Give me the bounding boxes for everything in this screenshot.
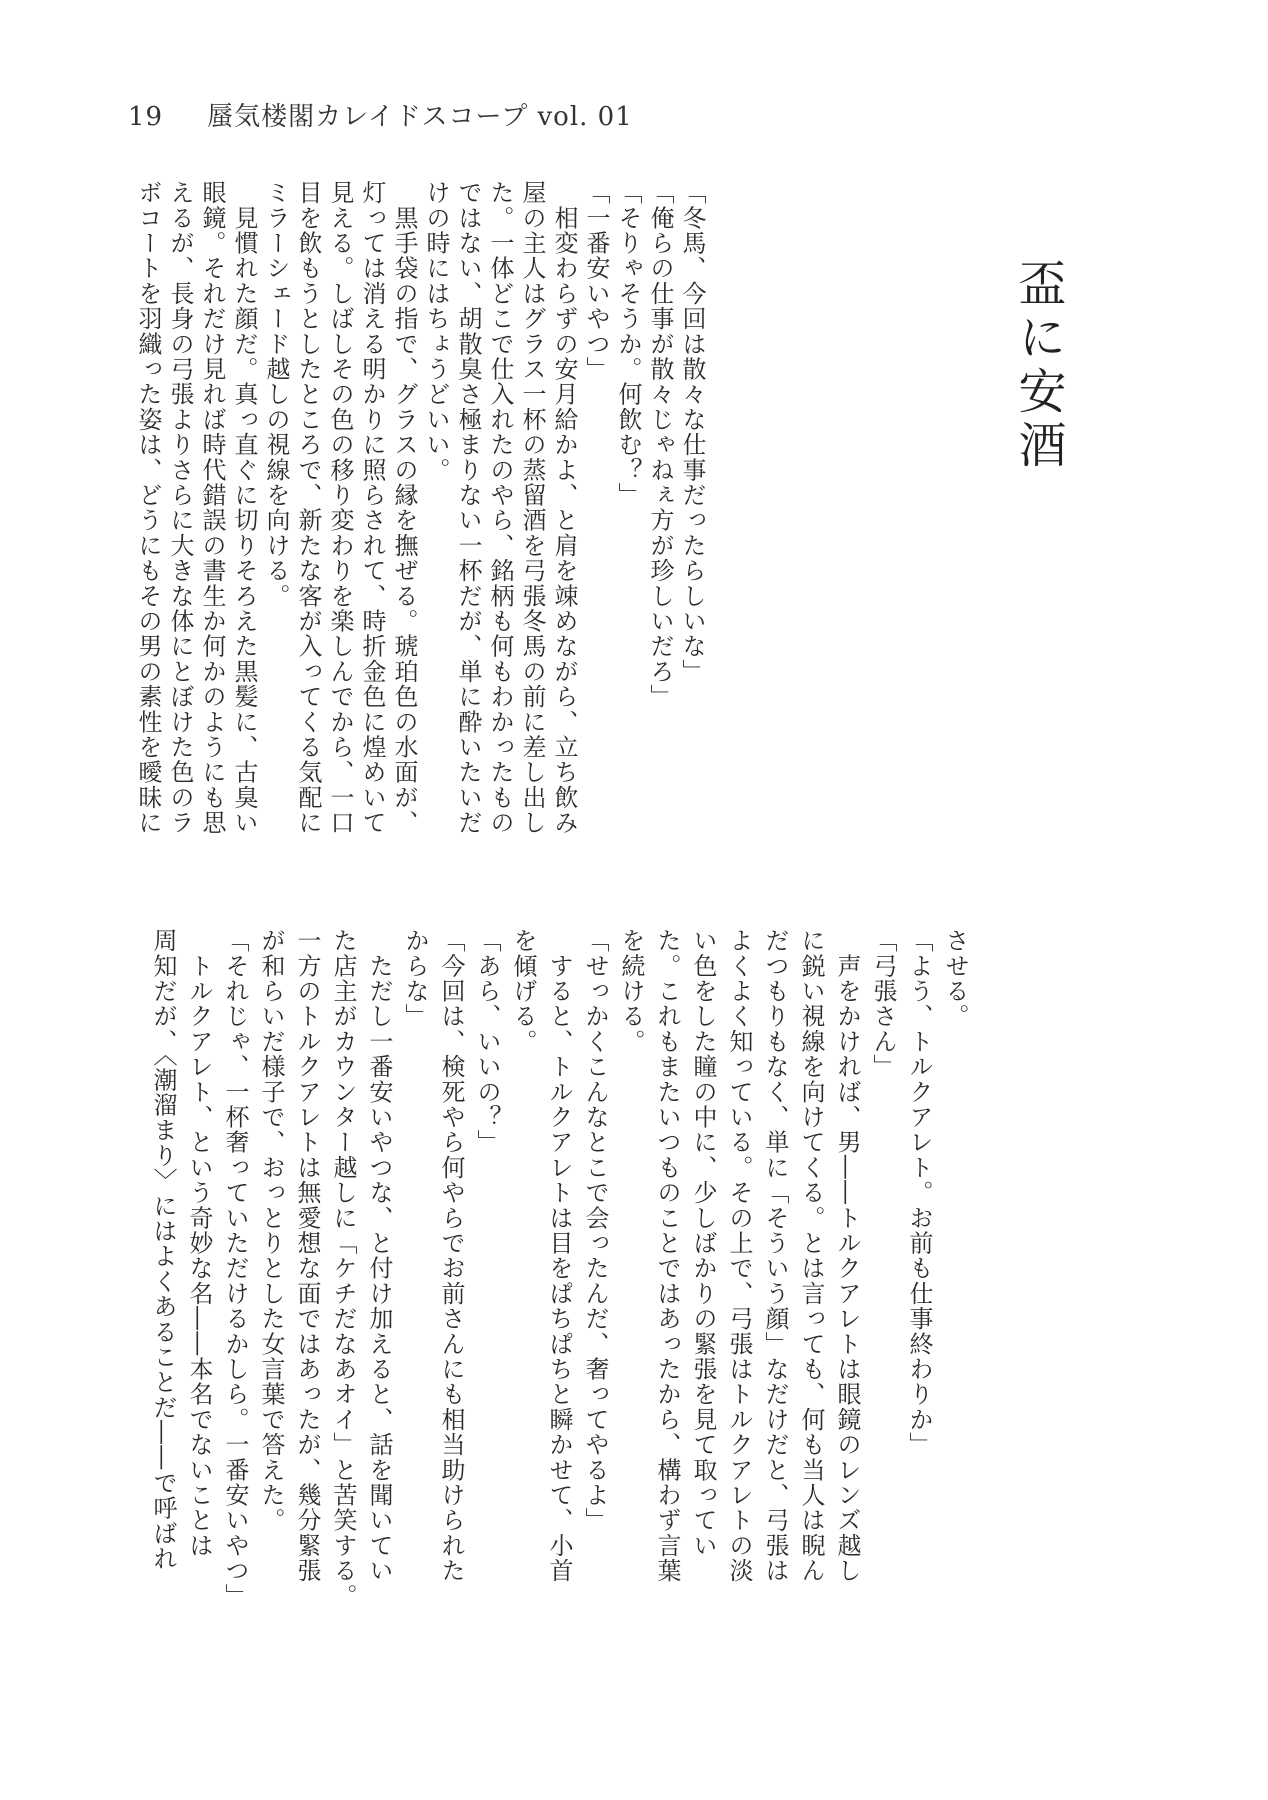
- text-column: 「弓張さん」: [869, 928, 897, 1080]
- text-column: 見慣れた顔だ。真っ直ぐに切りそろえた黒髪に、古臭い: [230, 180, 258, 836]
- text-column: 見える。しばしその色の移り変わりを楽しんでから、一口: [326, 180, 354, 836]
- text-column: を傾げる。: [509, 928, 537, 1054]
- text-column: た。これもまたいつものことではあったから、構わず言葉: [653, 928, 681, 1584]
- text-column: させる。: [941, 928, 969, 1029]
- chapter-title: 盃に安酒: [1010, 258, 1066, 474]
- body-text-bottom: [145, 928, 973, 1658]
- text-column: た。一体どこで仕入れたのやら、銘柄も何もわかったもの: [486, 180, 514, 836]
- text-column: からな」: [401, 928, 429, 1029]
- text-column: ではない、胡散臭さ極まりない一杯だが、単に酔いたいだ: [454, 180, 482, 836]
- text-column: 「あら、いいの？」: [473, 928, 501, 1155]
- text-column: ボコートを羽織った姿は、どうにもその男の素性を曖昧に: [134, 180, 162, 836]
- text-column: が和らいだ様子で、おっとりとした女言葉で答えた。: [257, 928, 285, 1533]
- text-column: 「今回は、検死やら何やらでお前さんにも相当助けられた: [437, 928, 465, 1584]
- text-column: を続ける。: [617, 928, 645, 1054]
- text-column: 屋の主人はグラス一杯の蒸留酒を弓張冬馬の前に差し出し: [518, 180, 546, 836]
- text-column: 眼鏡。それだけ見れば時代錯誤の書生か何かのようにも思: [198, 180, 226, 836]
- text-column: 黒手袋の指で、グラスの縁を撫ぜる。琥珀色の水面が、: [390, 180, 418, 836]
- text-column: 「冬馬、今回は散々な仕事だったらしいな」: [678, 180, 706, 684]
- text-column: えるが、長身の弓張よりさらに大きな体にとぼけた色のラ: [166, 180, 194, 836]
- text-column: 目を飲もうとしたところで、新たな客が入ってくる気配に: [294, 180, 322, 836]
- text-column: に鋭い視線を向けてくる。とは言っても、何も当人は睨ん: [797, 928, 825, 1584]
- text-column: 声をかければ、男――トルクアレトは眼鏡のレンズ越し: [833, 928, 861, 1584]
- text-column: 周知だが、〈潮溜まり〉にはよくあることだ――で呼ばれ: [149, 928, 177, 1572]
- text-column: 「一番安いやつ」: [582, 180, 610, 382]
- body-text-top: [132, 180, 708, 870]
- text-column: 灯っては消える明かりに照らされて、時折金色に煌めいて: [358, 180, 386, 836]
- book-title: 蜃気楼閣カレイドスコープ vol. 01: [207, 102, 633, 132]
- text-column: 「せっかくこんなとこで会ったんだ、奢ってやるよ」: [581, 928, 609, 1533]
- text-column: トルクアレト、という奇妙な名――本名でないことは: [185, 928, 213, 1558]
- page-number: 19: [128, 102, 164, 132]
- text-column: い色をした瞳の中に、少しばかりの緊張を見て取ってい: [689, 928, 717, 1558]
- running-header: [128, 96, 633, 133]
- text-column: 「そりゃそうか。何飲む？」: [614, 180, 642, 508]
- text-column: た店主がカウンター越しに「ケチだなあオイ」と苦笑する。: [329, 928, 357, 1609]
- text-column: よくよく知っている。その上で、弓張はトルクアレトの淡: [725, 928, 753, 1584]
- text-column: 相変わらずの安月給かよ、と肩を竦めながら、立ち飲み: [550, 180, 578, 836]
- text-column: 「よう、トルクアレト。お前も仕事終わりか」: [905, 928, 933, 1458]
- text-column: すると、トルクアレトは目をぱちぱちと瞬かせて、小首: [545, 928, 573, 1584]
- text-column: けの時にはちょうどいい。: [422, 180, 450, 483]
- text-column: ただし一番安いやつな、と付け加えると、話を聞いてい: [365, 928, 393, 1584]
- text-column: 一方のトルクアレトは無愛想な面ではあったが、幾分緊張: [293, 928, 321, 1584]
- text-column: だつもりもなく、単に「そういう顔」なだけだと、弓張は: [761, 928, 789, 1584]
- text-column: ミラーシェード越しの視線を向ける。: [262, 180, 290, 609]
- text-column: 「それじゃ、一杯奢っていただけるかしら。一番安いやつ」: [221, 928, 249, 1609]
- text-column: 「俺らの仕事が散々じゃねぇ方が珍しいだろ」: [646, 180, 674, 710]
